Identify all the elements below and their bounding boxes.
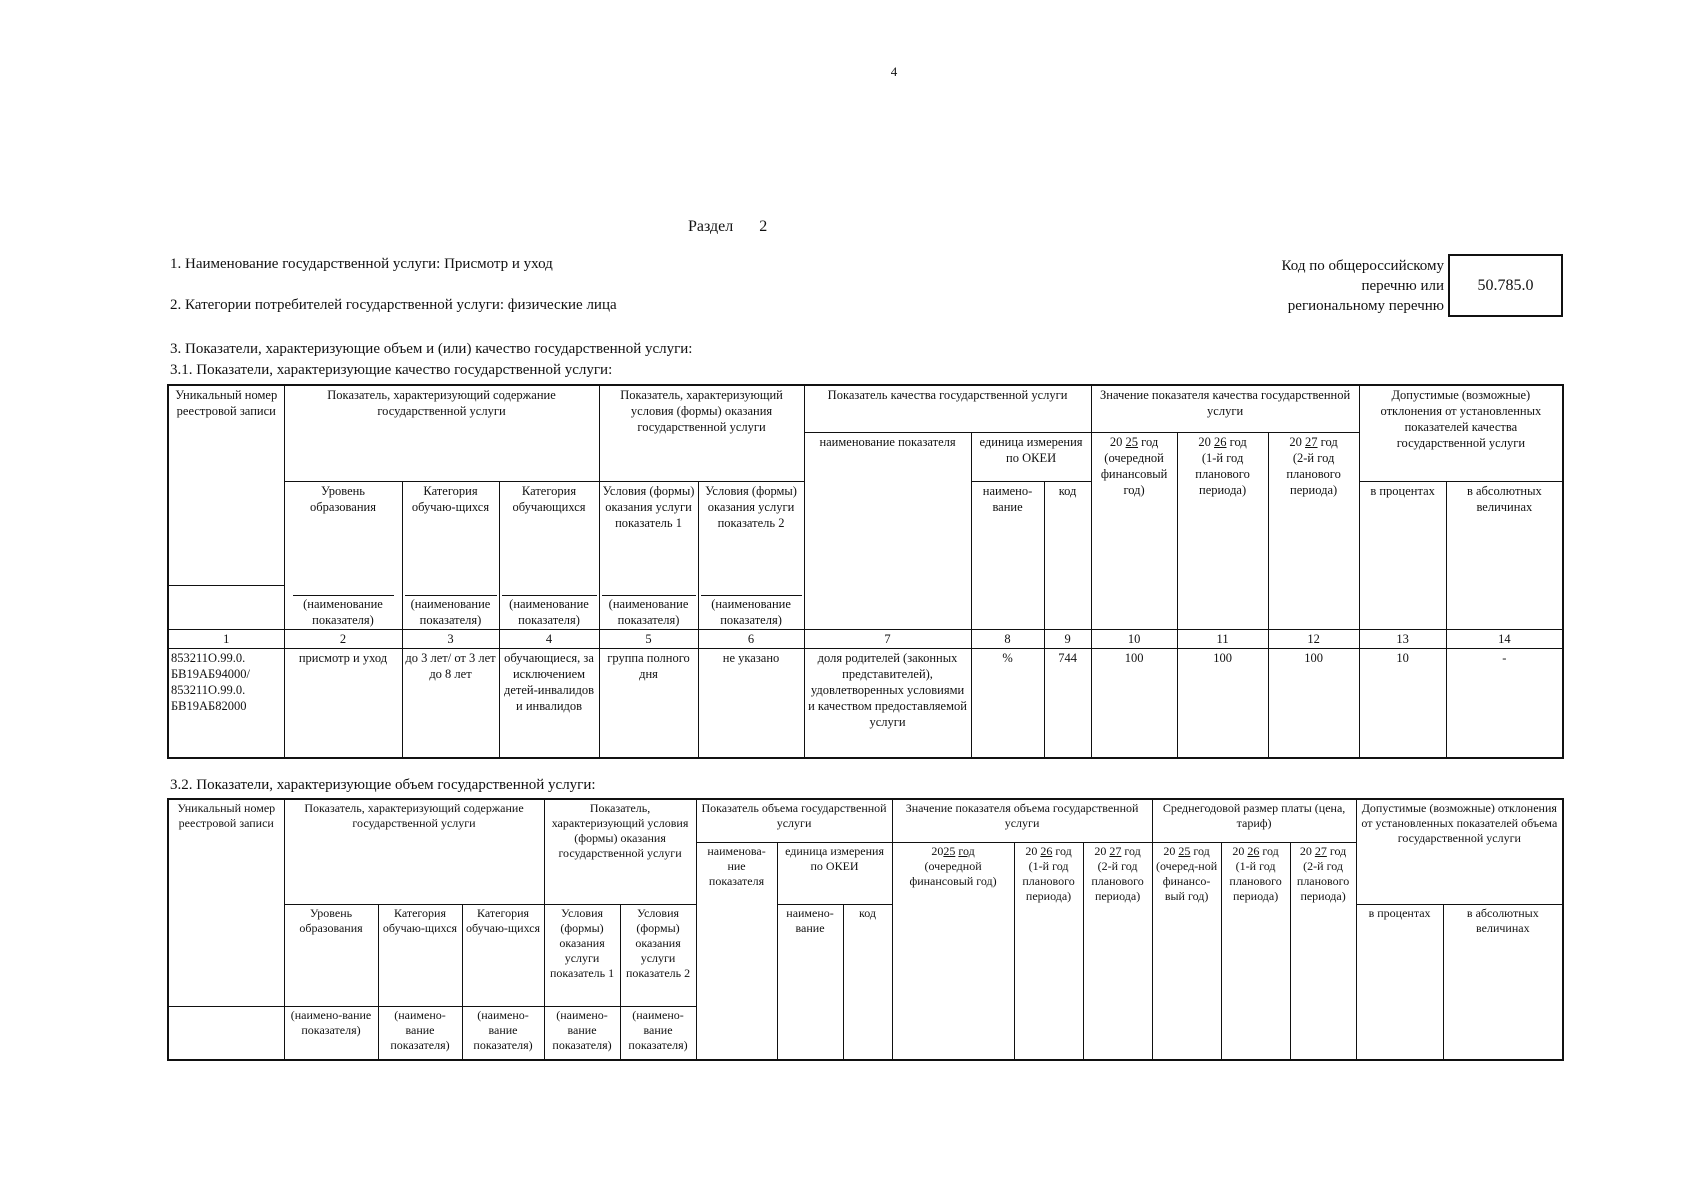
indicator-name-label: (наименование показателя)	[402, 585, 499, 629]
header-deviation: Допустимые (возможные) отклонения от установленных показателей качества государственной услуги	[1359, 385, 1563, 481]
section-label: Раздел	[688, 218, 734, 235]
header-percent: в процентах	[1359, 481, 1446, 629]
header-absolute: в абсолютных величинах	[1446, 481, 1563, 629]
header-price-year-2	[1221, 842, 1290, 1060]
section-number: 2	[759, 218, 768, 235]
cell-condition-1: группа полного дня	[599, 648, 698, 758]
quality-table	[167, 384, 1564, 759]
header-volume-indicator: Показатель объема государственной услуги	[696, 799, 892, 842]
header-absolute: в абсолютных величинах	[1443, 904, 1563, 1060]
indicator-name-label: (наимено-вание показателя)	[462, 1006, 544, 1060]
year-suffix: 25	[1178, 843, 1191, 858]
page-number: 4	[890, 64, 898, 79]
header-unit: единица измерения по ОКЕИ	[777, 842, 892, 904]
code-label	[1282, 256, 1444, 316]
cell-unique-record: 853211О.99.0. БВ19АБ94000/ 853211О.99.0. БВ19АБ82000	[168, 648, 284, 758]
col-num: 7	[804, 629, 971, 648]
cell-deviation-absolute: -	[1446, 648, 1563, 758]
col-num: 4	[499, 629, 599, 648]
code-label-line: перечню или	[1361, 278, 1444, 294]
year-desc: (очеред-ной финансо-вый год)	[1155, 858, 1218, 903]
year-word: год	[1193, 843, 1210, 858]
col-num: 13	[1359, 629, 1446, 648]
header-percent: в процентах	[1356, 904, 1443, 1060]
year-word: год	[958, 843, 975, 858]
header-conditions-indicator: Показатель, характеризующий условия (формы) оказания государственной услуги	[599, 385, 804, 481]
year-word: год	[1329, 843, 1347, 858]
header-condition-1: Условия (формы) оказания услуги показатель 1	[599, 481, 698, 585]
year-suffix: 26	[1040, 843, 1053, 858]
cell-unit: %	[971, 648, 1044, 758]
col-num: 5	[599, 629, 698, 648]
header-education-level: Уровень образования	[284, 481, 402, 585]
year-suffix: 26	[1214, 434, 1227, 449]
year-word: год	[1262, 843, 1279, 858]
header-volume-value: Значение показателя объема государственной услуги	[892, 799, 1152, 842]
year-prefix: 20	[1198, 434, 1211, 449]
cell-indicator: доля родителей (законных представителей), удовлетворенных условиями и качеством предоставляемой услуги	[804, 648, 971, 758]
indicator-name-label: (наименование показателя)	[698, 585, 804, 629]
cell-condition-2: не указано	[698, 648, 804, 758]
col-num: 12	[1268, 629, 1359, 648]
indicator-name-label: (наимено-вание показателя)	[284, 1006, 378, 1060]
header-deviation: Допустимые (возможные) отклонения от установленных показателей объема государственной услуги	[1356, 799, 1563, 904]
header-student-category: Категория обучаю-щихся	[378, 904, 462, 1006]
header-unit: единица измерения по ОКЕИ	[971, 432, 1091, 481]
indicator-name-label: (наименование показателя)	[499, 585, 599, 629]
year-suffix: 27	[1314, 843, 1327, 858]
header-year-1	[1091, 432, 1177, 629]
header-unit-name: наимено-вание	[777, 904, 843, 1060]
year-prefix: 20	[1025, 843, 1038, 858]
cell-deviation-percent: 10	[1359, 648, 1446, 758]
indicator-name-label: (наименование показателя)	[284, 585, 402, 629]
year-desc: (1-й год планового периода)	[1229, 858, 1282, 903]
header-indicator-name: наименова-ние показателя	[696, 842, 777, 1060]
header-student-category: Категория обучаю-щихся	[402, 481, 499, 585]
year-suffix: 26	[1247, 843, 1260, 858]
col-num: 6	[698, 629, 804, 648]
code-box	[1448, 254, 1563, 317]
header-year-2	[1177, 432, 1268, 629]
col-num: 14	[1446, 629, 1563, 648]
year-suffix: 27	[1109, 843, 1122, 858]
year-word: год	[1320, 434, 1338, 449]
header-condition-2: Условия (формы) оказания услуги показатель 2	[698, 481, 804, 585]
header-content-indicator: Показатель, характеризующий содержание государственной услуги	[284, 799, 544, 904]
header-education-level: Уровень образования	[284, 904, 378, 1006]
header-student-category-2: Категория обучающихся	[499, 481, 599, 585]
year-word: год	[1055, 843, 1072, 858]
column-numbers-row	[168, 629, 1563, 648]
year-desc: (2-й год планового периода)	[1286, 450, 1341, 497]
indicator-name-label: (наимено-вание показателя)	[620, 1006, 696, 1060]
year-prefix: 20	[1299, 843, 1312, 858]
year-prefix: 20	[1232, 843, 1245, 858]
year-desc: (очередной финансовый год)	[909, 858, 997, 888]
section-title	[688, 218, 767, 236]
consumer-category: 2. Категории потребителей государственной услуги: физические лица	[170, 297, 617, 313]
header-student-category-2: Категория обучаю-щихся	[462, 904, 544, 1006]
cell-value-2: 100	[1177, 648, 1268, 758]
year-suffix: 25	[1125, 434, 1139, 449]
cell-education-level: присмотр и уход	[284, 648, 402, 758]
year-suffix: 25	[943, 843, 956, 858]
header-price-year-1	[1152, 842, 1221, 1060]
header-price-year-3	[1290, 842, 1356, 1060]
indicator-name-label: (наименование показателя)	[599, 585, 698, 629]
year-suffix: 27	[1305, 434, 1318, 449]
cell-age: до 3 лет/ от 3 лет до 8 лет	[402, 648, 499, 758]
year-prefix: 20	[1163, 843, 1176, 858]
year-prefix: 20	[931, 843, 944, 858]
col-num: 2	[284, 629, 402, 648]
year-word: год	[1141, 434, 1159, 449]
year-desc: (2-й год планового периода)	[1091, 858, 1144, 903]
header-quality-indicator: Показатель качества государственной услуги	[804, 385, 1091, 432]
year-desc: (очередной финансовый год)	[1100, 450, 1168, 497]
header-value-year-1	[892, 842, 1014, 1060]
header-conditions-indicator: Показатель, характеризующий условия (формы) оказания государственной услуги	[544, 799, 696, 904]
header-condition-1: Условия (формы) оказания услуги показатель 1	[544, 904, 620, 1006]
code-label-line: региональному перечню	[1287, 298, 1444, 314]
cell-value-1: 100	[1091, 648, 1177, 758]
col-num: 3	[402, 629, 499, 648]
year-prefix: 20	[1289, 434, 1302, 449]
year-desc: (1-й год планового периода)	[1022, 858, 1075, 903]
header-unit-code: код	[843, 904, 892, 1060]
indicator-name-label: (наимено-вание показателя)	[378, 1006, 462, 1060]
header-price: Среднегодовой размер платы (цена, тариф)	[1152, 799, 1356, 842]
header-indicator-name: наименование показателя	[804, 432, 971, 629]
col-num: 11	[1177, 629, 1268, 648]
header-unit-name: наимено-вание	[971, 481, 1044, 629]
header-condition-2: Условия (формы) оказания услуги показатель 2	[620, 904, 696, 1006]
header-unique-record: Уникальный номер реестровой записи	[168, 799, 284, 1006]
col-num: 8	[971, 629, 1044, 648]
code-label-line: Код по общероссийскому	[1281, 258, 1444, 274]
header-quality-value: Значение показателя качества государственной услуги	[1091, 385, 1359, 432]
col-num: 9	[1044, 629, 1091, 648]
heading-3: 3. Показатели, характеризующие объем и (или) качество государственной услуги:	[170, 341, 693, 357]
col-num: 10	[1091, 629, 1177, 648]
heading-3-1: 3.1. Показатели, характеризующие качество государственной услуги:	[170, 362, 613, 378]
header-content-indicator: Показатель, характеризующий содержание государственной услуги	[284, 385, 599, 481]
header-year-3	[1268, 432, 1359, 629]
col-num: 1	[168, 629, 284, 648]
cell-code: 744	[1044, 648, 1091, 758]
header-value-year-2	[1014, 842, 1083, 1060]
year-desc: (2-й год планового периода)	[1296, 858, 1350, 903]
year-prefix: 20	[1094, 843, 1107, 858]
cell-category: обучающиеся, за исключением детей-инвалидов и инвалидов	[499, 648, 599, 758]
cell-value-3: 100	[1268, 648, 1359, 758]
header-value-year-3	[1083, 842, 1152, 1060]
table-row	[168, 648, 1563, 758]
header-unique-record: Уникальный номер реестровой записи	[168, 385, 284, 585]
indicator-name-label: (наимено-вание показателя)	[544, 1006, 620, 1060]
year-word: год	[1229, 434, 1247, 449]
service-name: 1. Наименование государственной услуги: Присмотр и уход	[170, 256, 553, 272]
volume-table	[167, 798, 1564, 1061]
year-prefix: 20	[1109, 434, 1123, 449]
heading-3-2: 3.2. Показатели, характеризующие объем государственной услуги:	[170, 777, 596, 793]
header-unit-code: код	[1044, 481, 1091, 629]
year-word: год	[1124, 843, 1141, 858]
code-value: 50.785.0	[1477, 276, 1534, 294]
year-desc: (1-й год планового периода)	[1195, 450, 1250, 497]
